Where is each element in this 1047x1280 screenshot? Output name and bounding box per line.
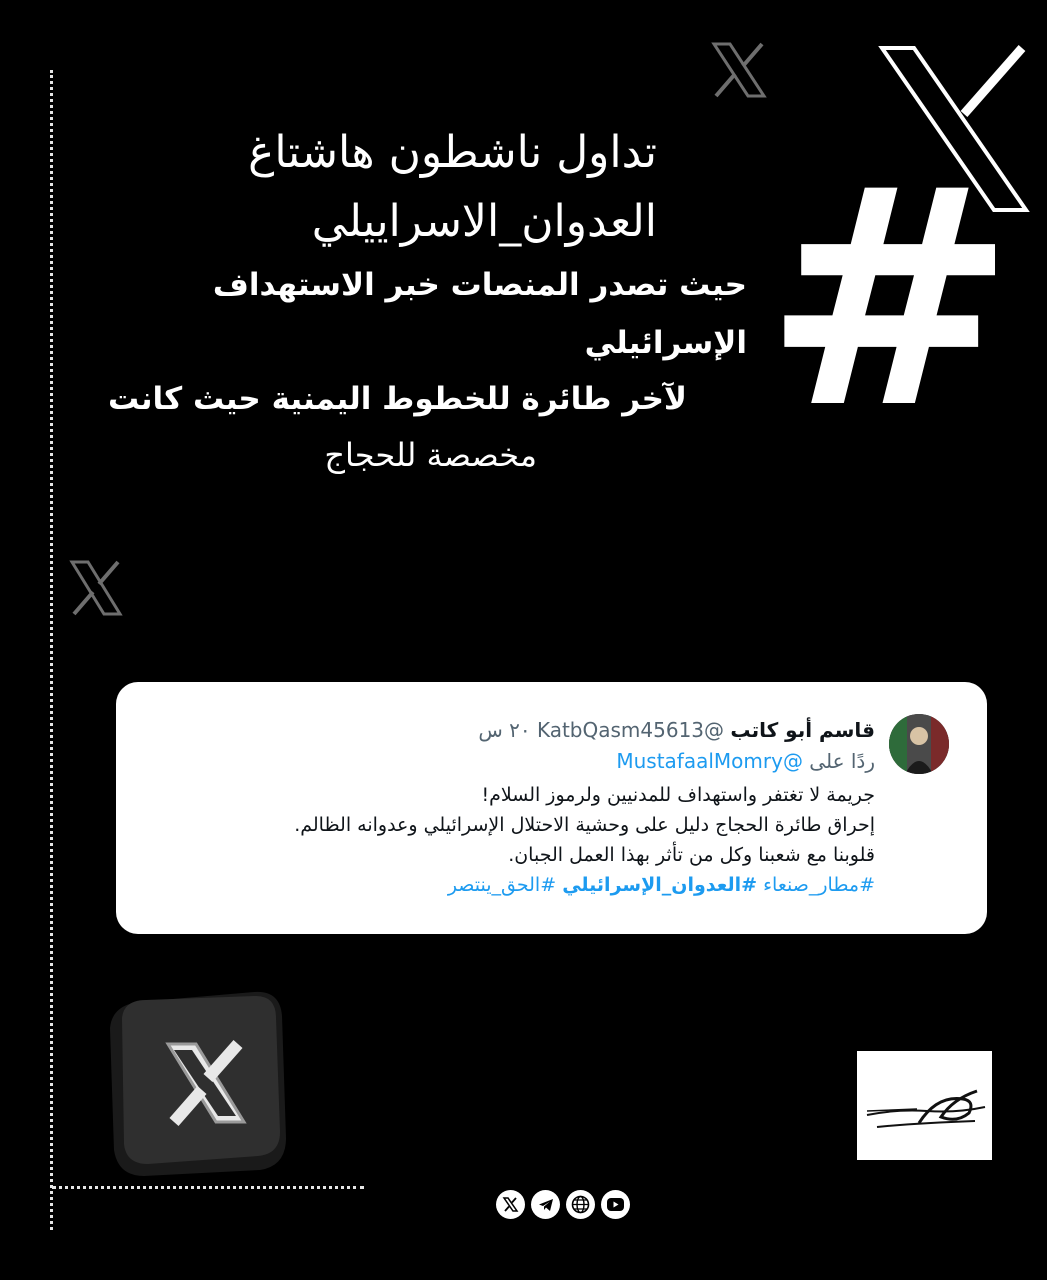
youtube-icon[interactable] (601, 1190, 630, 1219)
x-logo-icon (710, 42, 768, 98)
hashtag-link[interactable]: #مطار_صنعاء (763, 874, 875, 896)
subtitle-line-3: مخصصة للحجاج (324, 436, 537, 474)
headline (87, 120, 747, 484)
hashtag-link[interactable]: #الحق_ينتصر (447, 874, 557, 896)
reply-prefix: ردًا على (809, 749, 875, 773)
hashtag-link[interactable]: #العدوان_الإسرائيلي (562, 874, 758, 896)
tweet-header (145, 716, 875, 744)
reply-mention-link[interactable]: @MustafaalMomry (616, 749, 803, 773)
dotted-border-vertical (50, 70, 53, 1230)
tweet-body-line: إحراق طائرة الحجاج دليل على وحشية الاحتلال الإسرائيلي وعدوانه الظالم. (294, 814, 875, 836)
brand-logo (857, 1051, 992, 1160)
tweet-card[interactable] (116, 682, 987, 934)
social-links (496, 1190, 630, 1220)
tweet-hashtags (145, 870, 875, 900)
tweet-body (145, 780, 875, 870)
reply-context (145, 744, 875, 778)
tweet-author-handle[interactable]: @KatbQasm45613 (536, 718, 725, 742)
tweet-author-name[interactable]: قاسم أبو كاتب (730, 718, 875, 742)
subtitle-line-1: حيث تصدر المنصات خبر الاستهداف الإسرائيلي (212, 267, 747, 361)
headline-line-1: تداول ناشطون هاشتاغ (248, 127, 657, 178)
headline-line-2: العدوان_الاسراييلي (311, 196, 657, 247)
dotted-border-horizontal (52, 1186, 364, 1189)
tweet-time: ٢٠ س (478, 718, 531, 742)
tweet-body-line: قلوبنا مع شعبنا وكل من تأثر بهذا العمل الجبان. (508, 844, 875, 866)
hashtag-icon: # (764, 125, 1016, 474)
x-icon[interactable] (496, 1190, 525, 1219)
globe-icon[interactable] (566, 1190, 595, 1219)
x-logo-icon (68, 560, 124, 616)
tweet-body-line: جريمة لا تغتفر واستهداف للمدنيين ولرموز السلام! (481, 784, 875, 806)
telegram-icon[interactable] (531, 1190, 560, 1219)
x-app-icon (104, 988, 288, 1178)
subtitle-line-2: لآخر طائرة للخطوط اليمنية حيث كانت (108, 381, 687, 417)
avatar[interactable] (889, 714, 949, 774)
